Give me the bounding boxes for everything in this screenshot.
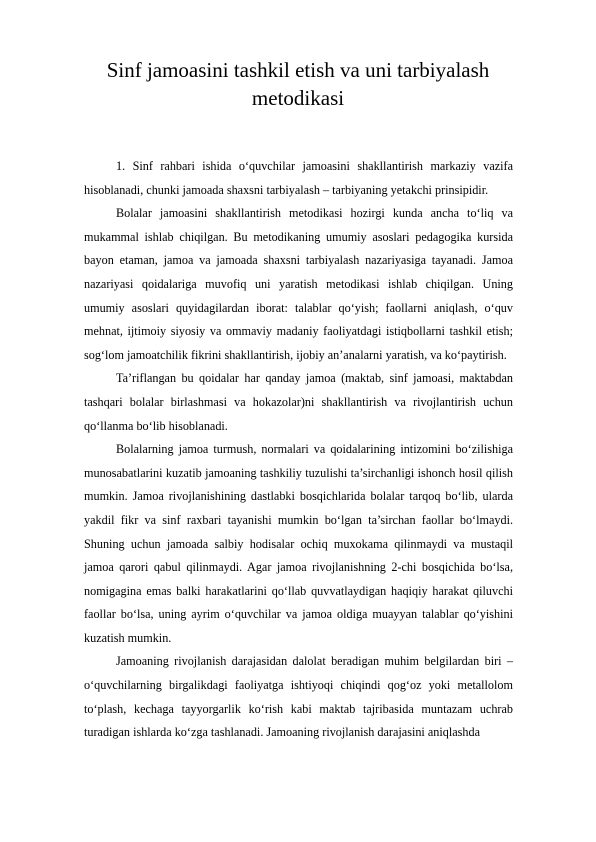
paragraph: Jamoaning rivojlanish darajasidan dalolat beradigan muhim belgilardan biri – o‘quvchilarning birgalikdagi faoliyatga ishtiyoqi chiqindi qog‘oz yoki metallolom to‘plash, kechaga tayyorgarlik ko‘rish kabi maktab tajribasida muntazam uchrab turadigan ishlarda ko‘zga tashlanadi. Jamoaning rivojlanish darajasini aniqlashda	[84, 654, 513, 740]
paragraph: 1. Sinf rahbari ishida o‘quvchilar jamoasini shakllantirish markaziy vazifa hisoblanadi, chunki jamoada shaxsni tarbiyalash – tarbiyaning yetakchi prinsipidir.	[84, 159, 513, 197]
document-title: Sinf jamoasini tashkil etish va uni tarbiyalash metodikasi	[106, 58, 490, 110]
paragraph: Bolalarning jamoa turmush, normalari va qoidalarining intizomini bo‘zilishiga munosabatlarini kuzatib jamoaning tashkiliy tuzulishi ta’sirchanligi ishonch hosil qilish mumkin. Jamoa rivojlanishining dastlabki bosqichlarida bolalar tarqoq bo‘lib, ularda yakdil fikr va sinf raxbari tayanishi mumkin bo‘lgan ta’sirchan faollar bo‘lmaydi. Shuning uchun jamoada salbiy hodisalar ochiq muxokama qilinmaydi va mustaqil jamoa qarori qabul qilinmaydi. Agar jamoa rivojlanishning 2-chi bosqichida bo‘lsa, nomigagina emas balki harakatlarini qo‘llab quvvatlaydigan haqiqiy harakat qiluvchi faollar bo‘lsa, uning ayrim o‘quvchilar va jamoa oldiga muayyan talablar qo‘yishini kuzatish mumkin.	[84, 442, 513, 645]
document-body	[84, 155, 513, 745]
paragraph: Bolalar jamoasini shakllantirish metodikasi hozirgi kunda ancha to‘liq va mukammal ishlab chiqilgan. Bu metodikaning umumiy asoslari pedagogika kursida bayon etaman, jamoa va jamoada shaxsni tarbiyalash nazariyasiga tayanadi. Jamoa nazariyasi qoidalariga muvofiq uni yaratish metodikasi ishlab chiqilgan. Uning umumiy asoslari quyidagilardan iborat: talablar qo‘yish; faollarni aniqlash, o‘quv mehnat, ijtimoiy siyosiy va ommaviy madaniy faoliyatdagi istiqbollarni tashkil etish; sog‘lom jamoatchilik fikrini shakllantirish, ijobiy an’analarni yaratish, va ko‘paytirish.	[84, 206, 513, 362]
paragraph: Ta’riflangan bu qoidalar har qanday jamoa (maktab, sinf jamoasi, maktabdan tashqari bolalar birlashmasi va hokazolar)ni shakllantirish va rivojlantirish uchun qo‘llanma bo‘lib hisoblanadi.	[84, 371, 513, 433]
